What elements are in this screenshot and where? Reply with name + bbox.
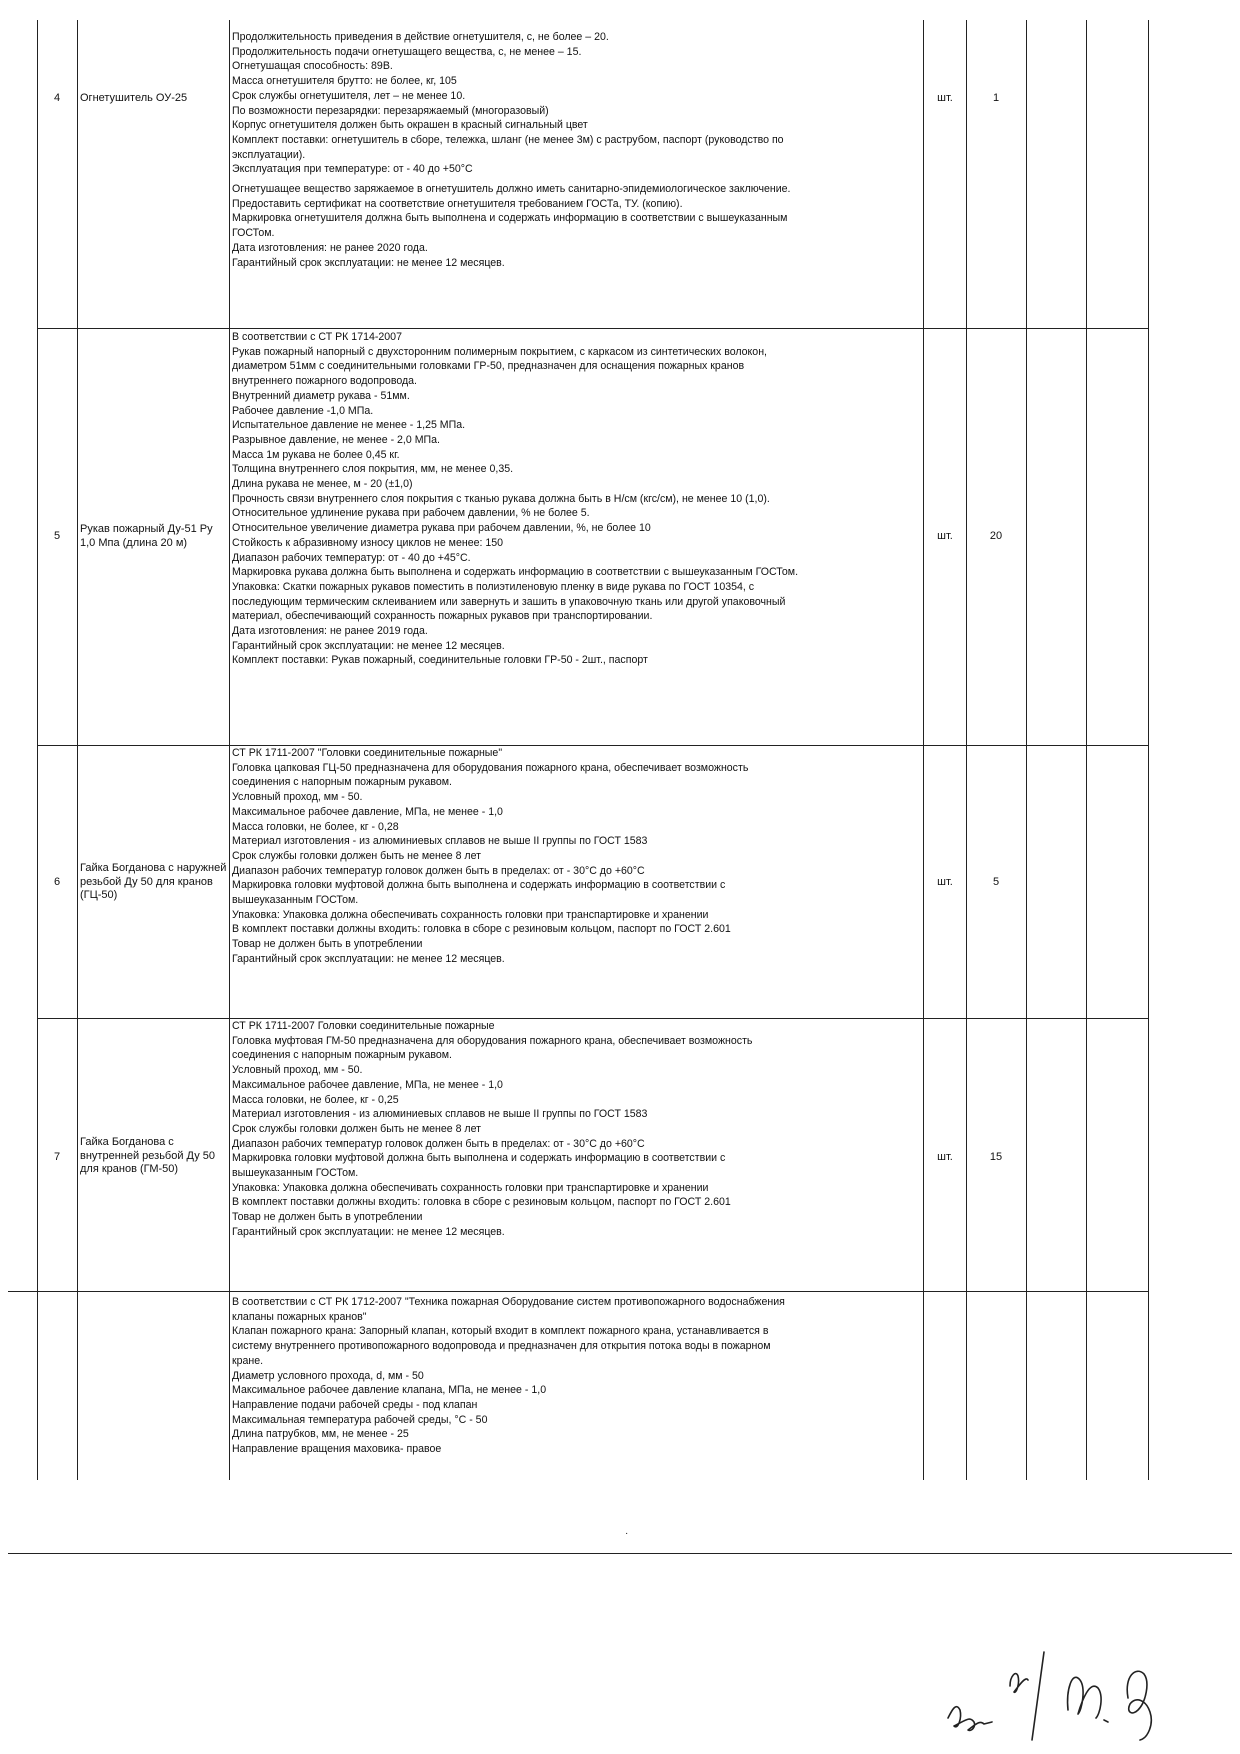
spec-line: Головка цапковая ГЦ-50 предназначена для оборудования пожарного крана, обеспечивает возможность <box>232 761 749 774</box>
spec-line: Головка муфтовая ГМ-50 предназначена для оборудования пожарного крана, обеспечивает возможность <box>232 1034 753 1047</box>
column-divider-name <box>229 20 230 1480</box>
row-separator <box>37 328 1149 329</box>
quantity: 5 <box>992 876 1000 888</box>
spec-line: В комплект поставки должны входить: головка в сборе с резиновым кольцом, паспорт по ГОСТ 2.601 <box>232 1196 731 1209</box>
spec-line: Рукав пожарный напорный с двухсторонним полимерным покрытием, с каркасом из синтетических волокон, <box>232 345 767 358</box>
spec-line: Срок службы головки должен быть не менее 8 лет <box>232 1122 481 1135</box>
item-specification <box>232 1019 922 1240</box>
spec-line: Длина рукава не менее, м - 20 (±1,0) <box>232 478 413 491</box>
spec-line: В соответствии с СТ РК 1712-2007 "Техника пожарная Оборудование систем противопожарного водоснабжения <box>232 1296 785 1308</box>
spec-line: Масса головки, не более, кг - 0,25 <box>232 1093 399 1106</box>
spec-line: Прочность связи внутреннего слоя покрытия с тканью рукава должна быть в Н/см (кгс/см), не менее 10 (1,0). <box>232 492 770 505</box>
spec-line: Маркировка головки муфтовой должна быть выполнена и содержать информацию в соответствии с <box>232 1152 726 1165</box>
spec-line: Толщина внутреннего слоя покрытия, мм, не менее 0,35. <box>232 463 514 476</box>
unit-of-measure: шт. <box>937 876 953 888</box>
quantity: 20 <box>989 530 1003 542</box>
spec-line: Товар не должен быть в употреблении <box>232 938 423 951</box>
spec-line: эксплуатации). <box>232 148 306 161</box>
spec-line: Срок службы головки должен быть не менее 8 лет <box>232 849 481 862</box>
spec-line: Гарантийный срок эксплуатации: не менее 12 месяцев. <box>232 639 505 652</box>
spec-line: вышеуказанным ГОСТом. <box>232 1167 359 1180</box>
quantity: 15 <box>989 1151 1003 1163</box>
spec-line: ГОСТом. <box>232 227 275 240</box>
signature <box>940 1640 1180 1750</box>
spec-line: Масса огнетушителя брутто: не более, кг, 105 <box>232 75 457 88</box>
spec-line: Максимальное рабочее давление, МПа, не менее - 1,0 <box>232 805 503 818</box>
spec-line: Рабочее давление -1,0 МПа. <box>232 404 374 417</box>
item-name: Гайка Богданова с внутренней резьбой Ду 50 для кранов (ГМ-50) <box>80 1136 216 1175</box>
spec-line: Условный проход, мм - 50. <box>232 791 363 804</box>
spec-line: Материал изготовления - из алюминиевых сплавов не выше II группы по ГОСТ 1583 <box>232 835 648 848</box>
spec-line: Диапазон рабочих температур головок должен быть в пределах: от - 30°С до +60°С <box>232 864 645 877</box>
row-number: 7 <box>53 1151 61 1163</box>
spec-line: Условный проход, мм - 50. <box>232 1064 363 1077</box>
spec-line: Маркировка огнетушителя должна быть выполнена и содержать информацию в соответствии с вышеуказанным <box>232 212 788 225</box>
spec-line: Срок службы огнетушителя, лет – не менее 10. <box>232 89 466 102</box>
spec-line: Продолжительность приведения в действие огнетушителя, с, не более – 20. <box>232 31 609 43</box>
spec-line: клапаны пожарных кранов" <box>232 1310 367 1323</box>
spec-line: По возможности перезарядки: перезаряжаемый (многоразовый) <box>232 104 549 117</box>
spec-line: Огнетушащая способность: 89В. <box>232 60 393 73</box>
spec-line: Упаковка: Скатки пожарных рукавов поместить в полиэтиленовую пленку в виде рукава по ГОСТ 10354, с <box>232 580 755 593</box>
item-specification <box>232 746 922 967</box>
unit-of-measure: шт. <box>937 530 953 542</box>
spec-line: вышеуказанным ГОСТом. <box>232 894 359 907</box>
spec-line: Огнетушащее вещество заряжаемое в огнетушитель должно иметь санитарно-эпидемиологическое заключение. <box>232 183 791 196</box>
spec-line: внутреннего пожарного водопровода. <box>232 375 418 388</box>
spec-line: Корпус огнетушителя должен быть окрашен в красный сигнальный цвет <box>232 119 588 132</box>
spec-line: Длина патрубков, мм, не менее - 25 <box>232 1428 409 1441</box>
spec-line: Диаметр условного прохода, d, мм - 50 <box>232 1369 424 1382</box>
spec-line: Материал изготовления - из алюминиевых сплавов не выше II группы по ГОСТ 1583 <box>232 1108 648 1121</box>
spec-line: Дата изготовления: не ранее 2019 года. <box>232 625 428 638</box>
row-number: 4 <box>53 92 61 104</box>
spec-line: систему внутреннего противопожарного водопровода и предназначен для открытия потока воды в пожарном <box>232 1340 771 1353</box>
row-separator <box>8 1291 1149 1292</box>
spec-line: Гарантийный срок эксплуатации: не менее 12 месяцев. <box>232 952 505 965</box>
spec-line: СТ РК 1711-2007 "Головки соединительные пожарные" <box>232 747 503 759</box>
spec-line: Масса 1м рукава не более 0,45 кг. <box>232 448 400 461</box>
spec-line: Направление вращения маховика- правое <box>232 1443 442 1456</box>
spec-line: последующим термическим склеиванием или завернуть и зашить в упаковочную ткань или другой упаковочный <box>232 595 786 608</box>
row-number: 5 <box>53 530 61 542</box>
spec-line: соединения с напорным пожарным рукавом. <box>232 1049 452 1062</box>
unit-of-measure: шт. <box>937 92 953 104</box>
spec-line: Максимальная температура рабочей среды, °С - 50 <box>232 1413 488 1426</box>
spec-line: Максимальное рабочее давление, МПа, не менее - 1,0 <box>232 1078 503 1091</box>
spec-line: Клапан пожарного крана: Запорный клапан, который входит в комплект пожарного крана, устанавливается в <box>232 1325 769 1338</box>
spec-line: Маркировка головки муфтовой должна быть выполнена и содержать информацию в соответствии с <box>232 879 726 892</box>
spec-line: Предоставить сертификат на соответствие огнетушителя требованием ГОСТа, ТУ. (копию). <box>232 197 683 210</box>
spec-line: Относительное удлинение рукава при рабочем давлении, % не более 5. <box>232 507 590 520</box>
table-border-right <box>1148 20 1149 1480</box>
item-specification <box>232 330 922 668</box>
column-divider-num <box>77 20 78 1480</box>
spec-line: СТ РК 1711-2007 Головки соединительные пожарные <box>232 1020 495 1032</box>
column-divider-extra <box>1086 20 1087 1480</box>
spec-line: Разрывное давление, не менее - 2,0 МПа. <box>232 433 440 446</box>
item-name: Огнетушитель ОУ-25 <box>80 92 188 104</box>
spec-line: диаметром 51мм с соединительными головками ГР-50, предназначен для оснащения пожарных кранов <box>232 360 745 373</box>
spec-line: Упаковка: Упаковка должна обеспечивать сохранность головки при транспартировке и хранении <box>232 1181 709 1194</box>
stray-mark: · <box>625 1528 629 1539</box>
table-border-left <box>37 20 38 1480</box>
column-divider-spec <box>923 20 924 1480</box>
spec-line: Комплект поставки: огнетушитель в сборе, тележка, шланг (не менее 3м) с раструбом, паспорт (руководство по <box>232 133 784 146</box>
spec-line: Упаковка: Упаковка должна обеспечивать сохранность головки при транспартировке и хранении <box>232 908 709 921</box>
quantity: 1 <box>992 92 1000 104</box>
spec-line: Маркировка рукава должна быть выполнена и содержать информацию в соответствии с вышеуказанным ГОСТом. <box>232 566 799 579</box>
spec-line: материал, обеспечивающий сохранность пожарных рукавов при транспортировании. <box>232 610 653 623</box>
spec-line: Гарантийный срок эксплуатации: не менее 12 месяцев. <box>232 1225 505 1238</box>
spec-line: Гарантийный срок эксплуатации: не менее 12 месяцев. <box>232 256 505 269</box>
spec-line: Товар не должен быть в употреблении <box>232 1211 423 1224</box>
spec-line: Дата изготовления: не ранее 2020 года. <box>232 241 428 254</box>
spec-line: Комплект поставки: Рукав пожарный, соединительные головки ГР-50 - 2шт., паспорт <box>232 654 648 667</box>
spec-line: кране. <box>232 1354 264 1367</box>
spec-line: Внутренний диаметр рукава - 51мм. <box>232 389 410 402</box>
item-specification <box>232 1295 922 1457</box>
spec-line: Эксплуатация при температуре: от - 40 до +50°С <box>232 163 473 176</box>
item-name: Гайка Богданова с наружней резьбой Ду 50 для кранов (ГЦ-50) <box>80 862 227 901</box>
spec-line: Диапазон рабочих температур головок должен быть в пределах: от - 30°С до +60°С <box>232 1137 645 1150</box>
spec-line: Максимальное рабочее давление клапана, МПа, не менее - 1,0 <box>232 1384 547 1397</box>
column-divider-unit <box>966 20 967 1480</box>
spec-line: Направление подачи рабочей среды - под клапан <box>232 1398 478 1411</box>
item-name: Рукав пожарный Ду-51 Ру 1,0 Мпа (длина 20 м) <box>80 523 213 549</box>
spec-line: соединения с напорным пожарным рукавом. <box>232 776 452 789</box>
spec-line: В комплект поставки должны входить: головка в сборе с резиновым кольцом, паспорт по ГОСТ 2.601 <box>232 923 731 936</box>
item-specification <box>232 30 922 270</box>
column-divider-qty <box>1026 20 1027 1480</box>
spec-line: Диапазон рабочих температур: от - 40 до +45°С. <box>232 551 471 564</box>
spec-line: Масса головки, не более, кг - 0,28 <box>232 820 399 833</box>
page-divider <box>8 1553 1232 1554</box>
unit-of-measure: шт. <box>937 1151 953 1163</box>
spec-line: Испытательное давление не менее - 1,25 МПа. <box>232 419 466 432</box>
spec-line: В соответствии с СТ РК 1714-2007 <box>232 331 402 343</box>
spec-line: Относительное увеличение диаметра рукава при рабочем давлении, %, не более 10 <box>232 522 651 535</box>
spec-line: Стойкость к абразивному износу циклов не менее: 150 <box>232 536 504 549</box>
spec-line: Продолжительность подачи огнетушащего вещества, с, не менее – 15. <box>232 45 582 58</box>
row-number: 6 <box>53 876 61 888</box>
